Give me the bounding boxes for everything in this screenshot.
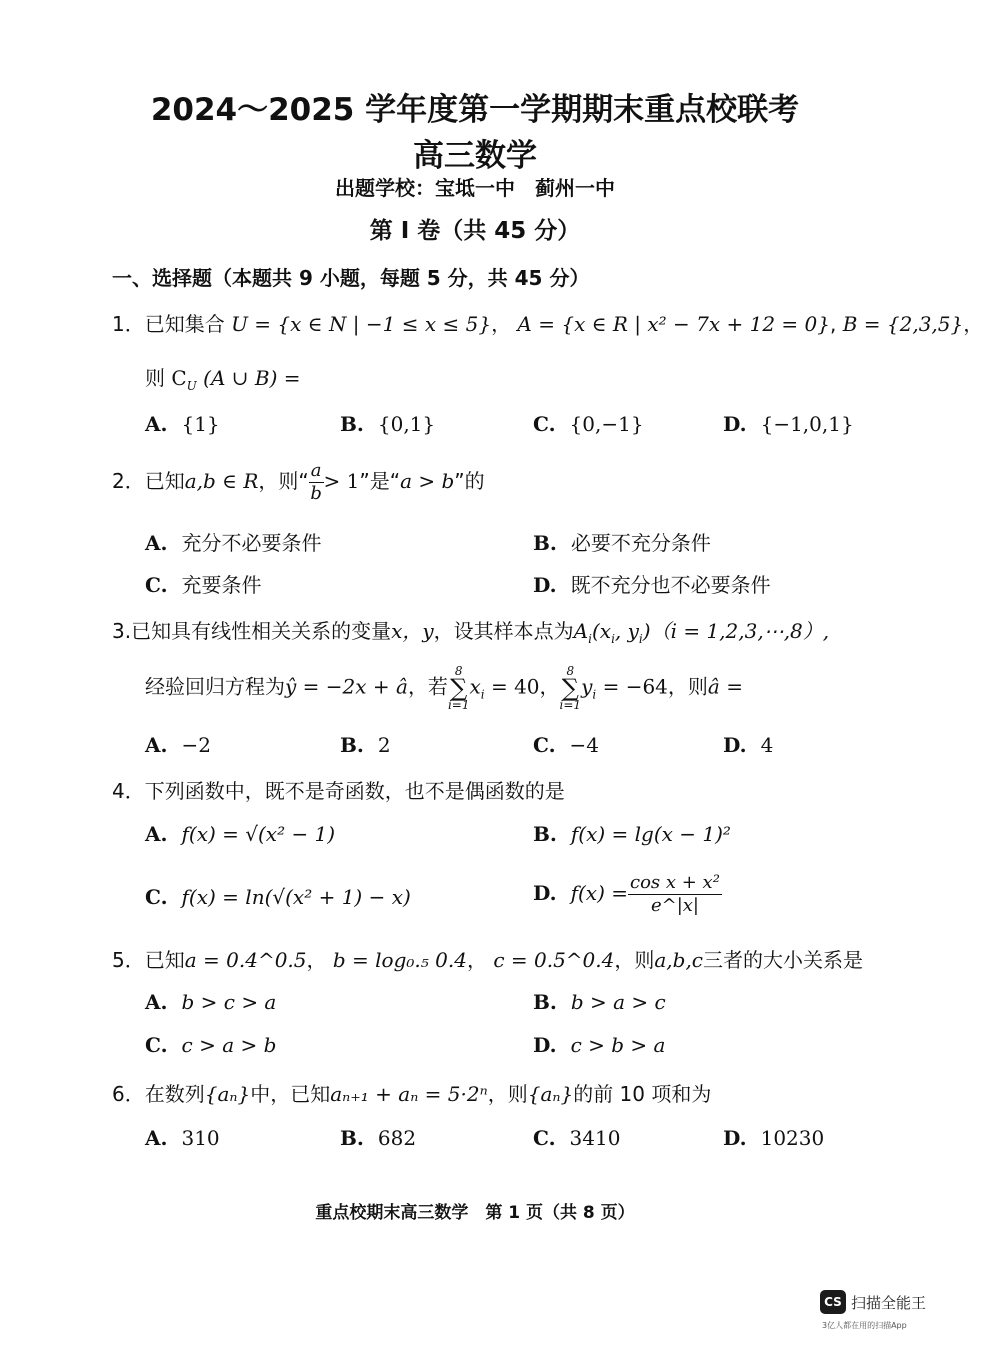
question-text: 三者的大小关系是	[703, 948, 864, 972]
option-text: b > c > a	[181, 990, 277, 1014]
exam-volume: 第 Ⅰ 卷（共 45 分）	[369, 218, 581, 244]
question-number: 4．	[112, 779, 145, 803]
sample-point: A	[573, 619, 589, 643]
exam-title: 2024～2025 学年度第一学期期末重点校联考	[150, 92, 800, 128]
question-text: 已知	[144, 469, 185, 493]
exam-schools: 出题学校：宝坻一中 蓟州一中	[335, 176, 615, 200]
option-text: 310	[181, 1126, 220, 1150]
option-text: f(x) = ln(√(x² + 1) − x)	[181, 885, 411, 909]
question-text: 已知	[144, 948, 185, 972]
watermark-name: 扫描全能王	[851, 1294, 927, 1312]
option-text: {0,1}	[377, 412, 436, 436]
question-text: ”是“	[359, 469, 401, 493]
exam-subject: 高三数学	[413, 138, 537, 174]
question-4-option-c[interactable]: C. f(x) = ln(√(x² + 1) − x)	[145, 885, 411, 909]
question-text: ，则	[614, 948, 655, 972]
subscript: i	[638, 632, 643, 646]
question-5-option-b[interactable]: B. b > a > c	[533, 990, 666, 1014]
watermark-tagline: 3亿人都在用的扫描App	[822, 1321, 907, 1330]
sum-term: x	[469, 674, 481, 699]
question-text: 中，已知	[250, 1082, 331, 1106]
page-footer: 重点校期末高三数学 第 1 页（共 8 页）	[315, 1203, 635, 1223]
option-text: 充分不必要条件	[181, 531, 322, 555]
question-text: 经验回归方程为	[145, 674, 285, 699]
question-5-option-a[interactable]: A. b > c > a	[145, 990, 277, 1014]
question-number: 3.	[112, 619, 132, 643]
option-text: 4	[760, 733, 774, 757]
question-2-stem	[112, 460, 485, 505]
option-text: c > b > a	[570, 1033, 666, 1057]
option-text: {−1,0,1}	[760, 412, 854, 436]
question-1-option-b[interactable]: B. {0,1}	[340, 412, 436, 436]
question-text: 的前 10 项和为	[573, 1082, 712, 1106]
option-text: {0,−1}	[569, 412, 644, 436]
fraction-a-over-b: $\frac{a}{b}$	[310, 460, 322, 504]
summation-x: 8 ∑ i=1	[447, 664, 470, 712]
value-c: c = 0.5^0.4	[493, 948, 615, 972]
recurrence: aₙ₊₁ + aₙ = 5·2ⁿ	[330, 1082, 488, 1106]
question-text: ”的	[454, 469, 485, 493]
question-3-option-b[interactable]: B. 2	[340, 733, 391, 757]
complement-expression: (A ∪ B) =	[203, 366, 301, 390]
question-1-option-a[interactable]: A. {1}	[145, 412, 220, 436]
option-text: b > a > c	[570, 990, 666, 1014]
sum-term: y	[581, 674, 593, 699]
question-1-option-d[interactable]: D. {−1,0,1}	[723, 412, 854, 436]
set-u: U = {x ∈ N | −1 ≤ x ≤ 5}	[231, 312, 492, 336]
question-6-option-c[interactable]: C. 3410	[533, 1126, 621, 1150]
question-text: 则	[145, 366, 165, 390]
question-3-option-c[interactable]: C. −4	[533, 733, 600, 757]
question-number: 6．	[112, 1082, 145, 1106]
summation-y: 8 ∑ i=1	[559, 664, 582, 712]
question-2-option-c[interactable]: C. 充要条件	[145, 573, 262, 597]
question-6-stem	[112, 1078, 711, 1107]
sum-value: = 40	[490, 674, 540, 699]
question-5-stem: 5．已知a = 0.4^0.5， b = log₀.₅ 0.4， c = 0.5^0.4，则a,b,c三者的大小关系是	[112, 948, 864, 972]
complement-subscript: U	[186, 379, 197, 393]
option-text: 682	[377, 1126, 417, 1150]
question-4-stem	[112, 775, 565, 804]
question-text: 下列函数中，既不是奇函数，也不是偶函数的是	[144, 779, 565, 803]
option-text: c > a > b	[181, 1033, 277, 1057]
question-3-line-2: 经验回归方程为ŷ = −2x + â，若8 ∑ $i=1x_i = 40$，8 ∑ $i=1y_i = -64$，则â =	[145, 664, 743, 712]
complement-symbol: C	[171, 366, 187, 390]
question-6-option-a[interactable]: A. 310	[145, 1126, 220, 1150]
question-5-option-d[interactable]: D. c > b > a	[533, 1033, 666, 1057]
question-number: 1．	[112, 312, 145, 336]
question-number: 2．	[112, 469, 145, 493]
option-text: 必要不充分条件	[570, 531, 711, 555]
subscript: i	[480, 687, 485, 702]
sum-value: = −64	[602, 674, 668, 699]
section-heading: 一、选择题（本题共 9 小题，每题 5 分，共 45 分）	[112, 266, 590, 290]
subscript: i	[588, 632, 592, 646]
question-text: ，若	[407, 674, 448, 699]
question-1-stem: 1．已知集合 U = {x ∈ N | −1 ≤ x ≤ 5}， A = {x ∈ R | x² − 7x + 12 = 0}, B = {2,3,5}，	[112, 312, 983, 336]
option-text: f(x) = √(x² − 1)	[181, 822, 336, 846]
question-text: ，设其样本点为	[433, 619, 574, 643]
question-3-stem: 3.已知具有线性相关关系的变量x，y，设其样本点为$A_i(x_i$, $y_i)(i$ = 1,2,3,⋯,8）,	[112, 619, 830, 646]
option-text: −4	[569, 733, 600, 757]
question-4-option-b[interactable]: B. f(x) = lg(x − 1)²	[533, 822, 731, 846]
question-5-option-c[interactable]: C. c > a > b	[145, 1033, 277, 1057]
regression-equation: ŷ = −2x + â	[285, 674, 408, 699]
index-range: （i = 1,2,3,⋯,8）,	[650, 619, 830, 643]
variables: a,b,c	[654, 948, 704, 972]
variables: x，y	[391, 619, 434, 643]
question-text: ，则	[487, 1082, 528, 1106]
option-text: {1}	[181, 412, 220, 436]
subscript: i	[611, 632, 615, 646]
question-text: 已知集合	[144, 312, 225, 336]
option-text: −2	[181, 733, 211, 757]
point-coord: (x	[591, 619, 612, 643]
set-b: B = {2,3,5}	[842, 312, 964, 336]
option-text: f(x) = lg(x − 1)²	[570, 822, 731, 846]
question-3-option-d[interactable]: D. 4	[723, 733, 774, 757]
condition: a,b ∈ R	[184, 469, 259, 493]
question-text: 在数列	[144, 1082, 205, 1106]
question-1-option-c[interactable]: C. {0,−1}	[533, 412, 644, 436]
inequality: > 1	[323, 469, 360, 493]
sequence: {aₙ}	[527, 1082, 574, 1106]
question-1-ask	[145, 362, 301, 391]
option-text: 充要条件	[181, 573, 262, 597]
value-b: b = log₀.₅ 0.4	[332, 948, 467, 972]
question-text: ，则“	[258, 469, 309, 493]
question-4-option-d[interactable]: D. f(x) = $\frac{\text{cos x + x²}}{e\^{}|x|}$	[533, 872, 720, 916]
point-coord: , y	[614, 619, 639, 643]
value-a: a = 0.4^0.5	[184, 948, 307, 972]
option-text: 10230	[760, 1126, 825, 1150]
question-6-option-d[interactable]: D. 10230	[723, 1126, 825, 1150]
question-2-option-b[interactable]: B. 必要不充分条件	[533, 531, 711, 555]
option-text: 既不充分也不必要条件	[570, 573, 771, 597]
fraction-cos-over-exp: $\frac{\text{cos x + x²}}{e\^{}|x|}$	[630, 872, 720, 916]
question-2-option-d[interactable]: D. 既不充分也不必要条件	[533, 573, 771, 597]
question-text: 已知具有线性相关关系的变量	[131, 619, 392, 643]
question-3-option-a[interactable]: A. −2	[145, 733, 211, 757]
sequence: {aₙ}	[204, 1082, 251, 1106]
camscanner-logo-icon: CS	[820, 1290, 846, 1314]
question-text: ，则	[667, 674, 708, 699]
subscript: i	[592, 687, 597, 702]
question-2-option-a[interactable]: A. 充分不必要条件	[145, 531, 322, 555]
relation: a > b	[400, 469, 455, 493]
option-text: 2	[377, 733, 391, 757]
question-number: 5．	[112, 948, 145, 972]
question-6-option-b[interactable]: B. 682	[340, 1126, 417, 1150]
set-a: A = {x ∈ R | x² − 7x + 12 = 0}	[517, 312, 830, 336]
option-text: 3410	[569, 1126, 621, 1150]
option-text: f(x) =	[570, 881, 628, 905]
question-4-option-a[interactable]: A. f(x) = √(x² − 1)	[145, 822, 336, 846]
a-hat: â =	[707, 674, 743, 699]
